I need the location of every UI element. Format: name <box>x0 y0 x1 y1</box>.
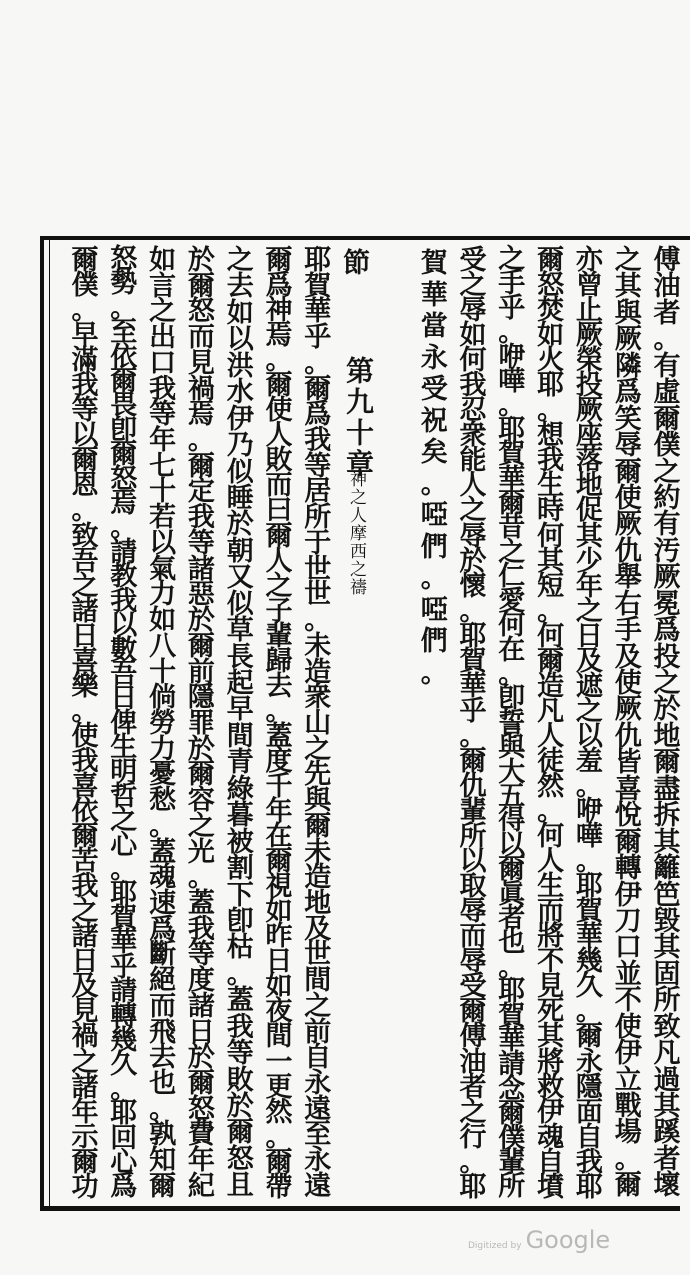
chapter-heading: 第九十章 <box>342 356 375 480</box>
watermark-brand: Google <box>525 1226 611 1254</box>
chapter-note: 神之人摩西之禱 <box>346 470 366 596</box>
digitized-watermark <box>468 1226 610 1254</box>
text-column: 如 言 之 出 口 我 等 年 七 十 若 以 氣 力 如 八 十 倘 勞 力 憂 愁 。 蓋 魂 速 爲 斷 絕 而 飛 去 也 。 孰 知 爾 <box>149 245 177 1202</box>
text-column: 之 其 與 厥 隣 爲 笑 辱 爾 使 厥 仇 舉 右 手 及 使 厥 仇 皆 喜 悅 爾 轉 伊 刀 口 並 不 使 伊 立 戰 場 。 爾 <box>614 245 642 1202</box>
text-column: 受 之 辱 如 何 我 忍 衆 能 人 之 辱 於 懷 。 耶 賀 華 乎 。 爾 仇 輩 所 以 取 辱 而 辱 受 爾 傅 油 者 之 行 。 耶 <box>459 245 487 1203</box>
frame-left-rule <box>40 236 50 1210</box>
text-column: 耶 賀 華 乎 。 爾 爲 我 等 居 所 于 世 世 。 未 造 衆 山 之 先 與 爾 未 造 地 及 世 間 之 前 自 永 遠 至 永 遠 <box>304 245 332 1202</box>
text-column: 之 去 如 以 洪 水 伊 乃 似 睡 於 朝 又 似 草 長 起 早 間 青 綠 暮 被 割 下 卽 枯 。 蓋 我 等 敗 於 爾 怒 且 <box>226 245 254 1202</box>
text-column: 之 手 乎 。 咿 嘩 。 耶 賀 華 爾 昔 之 仁 愛 何 在 。 卽 誓 與 大 五 得 以 爾 眞 者 也 。 耶 賀 華 請 念 爾 僕 輩 所 <box>498 244 526 1203</box>
frame-top-rule <box>40 236 690 240</box>
text-column: 爾 怒 焚 如 火 耶 。 想 我 生 時 何 其 短 。 何 爾 造 凡 人 徒 然 。 何 人 生 而 將 不 見 死 其 將 救 伊 魂 自 墳 <box>537 245 565 1203</box>
frame-bottom-rule <box>40 1206 680 1211</box>
text-column: 賀 華 當 永 受 祝 矣 。 啞 們 。 啞 們 。 <box>420 248 448 689</box>
text-column: 節 <box>343 248 371 279</box>
watermark-prefix: Digitized by <box>468 1241 522 1251</box>
text-column: 於 爾 怒 而 見 禍 焉 。 爾 定 我 等 諸 惡 於 爾 前 隱 罪 於 爾 容 之 光 。 蓋 我 等 度 諸 日 於 爾 怒 費 年 紀 <box>187 245 215 1202</box>
text-column: 爾 僕 。 早 滿 我 等 以 爾 恩 。 致 吾 之 諸 日 喜 樂 。 使 我 喜 依 爾 苦 我 之 諸 日 及 見 禍 之 諸 年 示 爾 功 <box>71 245 99 1203</box>
text-column: 亦 曾 止 厥 榮 投 厥 座 落 地 促 其 少 年 之 日 及 遮 之 以 羞 。 咿 嘩 。 耶 賀 華 幾 久 。 爾 永 隱 面 自 我 耶 <box>575 245 603 1203</box>
text-column: 爾 爲 神 焉 。 爾 使 人 敗 而 曰 爾 人 之 子 輩 歸 去 。 蓋 度 千 年 在 爾 視 如 昨 日 如 夜 間 一 更 然 。 爾 帶 <box>265 245 293 1203</box>
text-column: 怒 勢 。 至 依 爾 畏 卽 爾 怒 焉 。 請 教 我 以 數 吾 日 俾 生 明 哲 之 心 。 耶 賀 華 乎 請 轉 幾 久 。 耶 回 心 爲 <box>110 244 138 1203</box>
text-column: 傅 油 者 。 有 虛 爾 僕 之 約 有 汚 厥 冕 爲 投 之 於 地 爾 盡 拆 其 籬 笆 毀 其 固 所 致 凡 過 其 蹊 者 壞 <box>653 245 681 1202</box>
